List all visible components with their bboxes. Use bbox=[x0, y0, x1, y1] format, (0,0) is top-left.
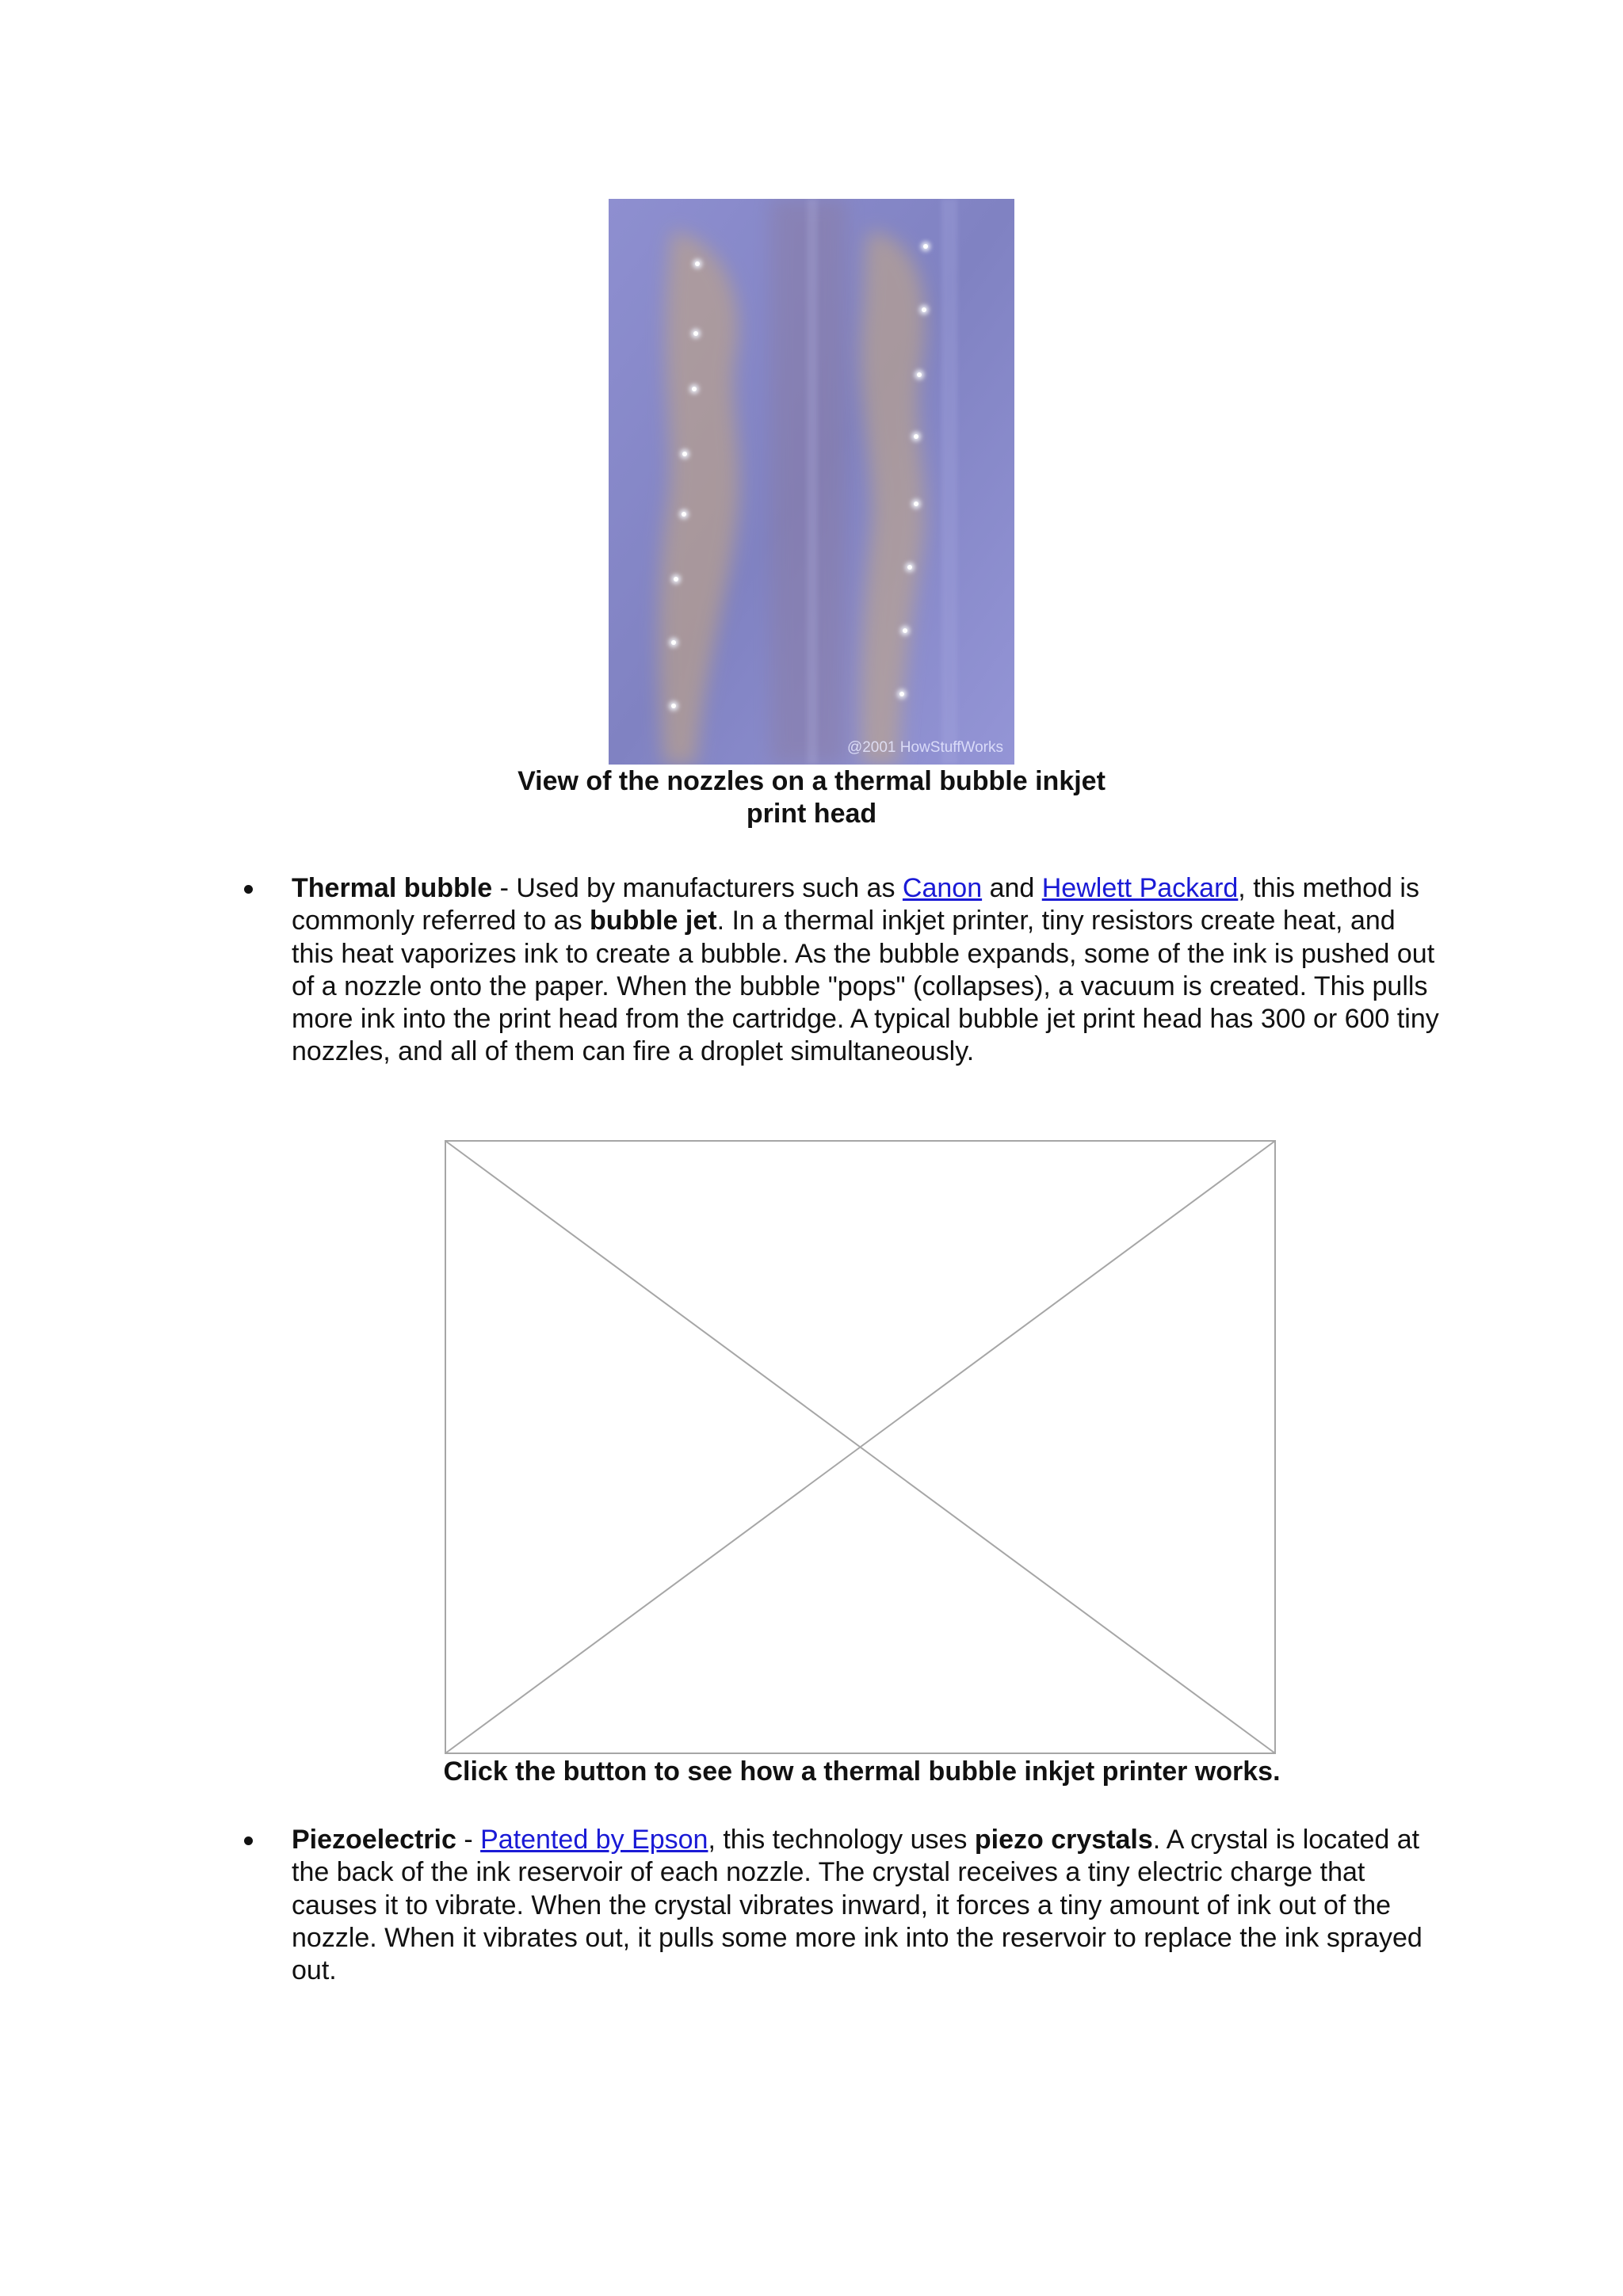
caption-line-2: print head bbox=[746, 799, 877, 829]
caption-line-1: View of the nozzles on a thermal bubble inkjet bbox=[517, 766, 1106, 796]
link-hewlett-packard[interactable]: Hewlett Packard bbox=[1041, 873, 1239, 903]
text-segment: and bbox=[982, 873, 1042, 903]
text-segment: . A crystal is located at the back of the ink reservoir of each nozzle. The crystal receives a tiny electric charge that causes it to vibrate. When the crystal vibrates inward, it forces a tiny amount of ink out of the nozzle. When it vibrates out, it pulls some more ink into the reservoir to replace the ink sprayed out. bbox=[292, 1825, 1423, 1986]
bullet-icon bbox=[244, 885, 253, 894]
animation-image-placeholder[interactable] bbox=[445, 1140, 1276, 1754]
nozzle-photo bbox=[609, 199, 1014, 765]
photo-credit: @2001 HowStuffWorks bbox=[846, 739, 1003, 756]
text-segment: , this technology uses bbox=[708, 1825, 975, 1855]
text-segment: . In a thermal inkjet printer, tiny resistors create heat, and this heat vaporizes ink to create a bubble. As the bubble expands, some of the ink is pushed out of a nozzle onto the paper. When the bubble "pops" (collapses), a vacuum is created. This pulls more ink into the print head from the cartridge. A typical bubble jet print head has 300 or 600 tiny nozzles, and all of them can fire a droplet simultaneously. bbox=[292, 906, 1439, 1067]
bullet-icon bbox=[244, 1836, 253, 1845]
text-segment: , this method is commonly referred to as bbox=[292, 873, 1419, 936]
text-segment: - bbox=[456, 1825, 481, 1855]
term-bubble-jet: bubble jet bbox=[590, 906, 717, 936]
figure-caption-nozzles bbox=[444, 765, 1179, 830]
term-piezoelectric: Piezoelectric bbox=[292, 1825, 456, 1855]
link-canon[interactable]: Canon bbox=[902, 873, 983, 903]
link-patented-by-epson[interactable]: Patented by Epson bbox=[480, 1825, 708, 1855]
term-thermal-bubble: Thermal bubble bbox=[292, 873, 493, 903]
list-item-thermal-bubble bbox=[292, 872, 1441, 1069]
figure-caption-animation: Click the button to see how a thermal bubble inkjet printer works. bbox=[443, 1756, 1281, 1787]
term-piezo-crystals: piezo crystals bbox=[974, 1825, 1153, 1855]
text-segment: - Used by manufacturers such as bbox=[492, 873, 903, 903]
list-item-piezoelectric bbox=[292, 1824, 1441, 1987]
